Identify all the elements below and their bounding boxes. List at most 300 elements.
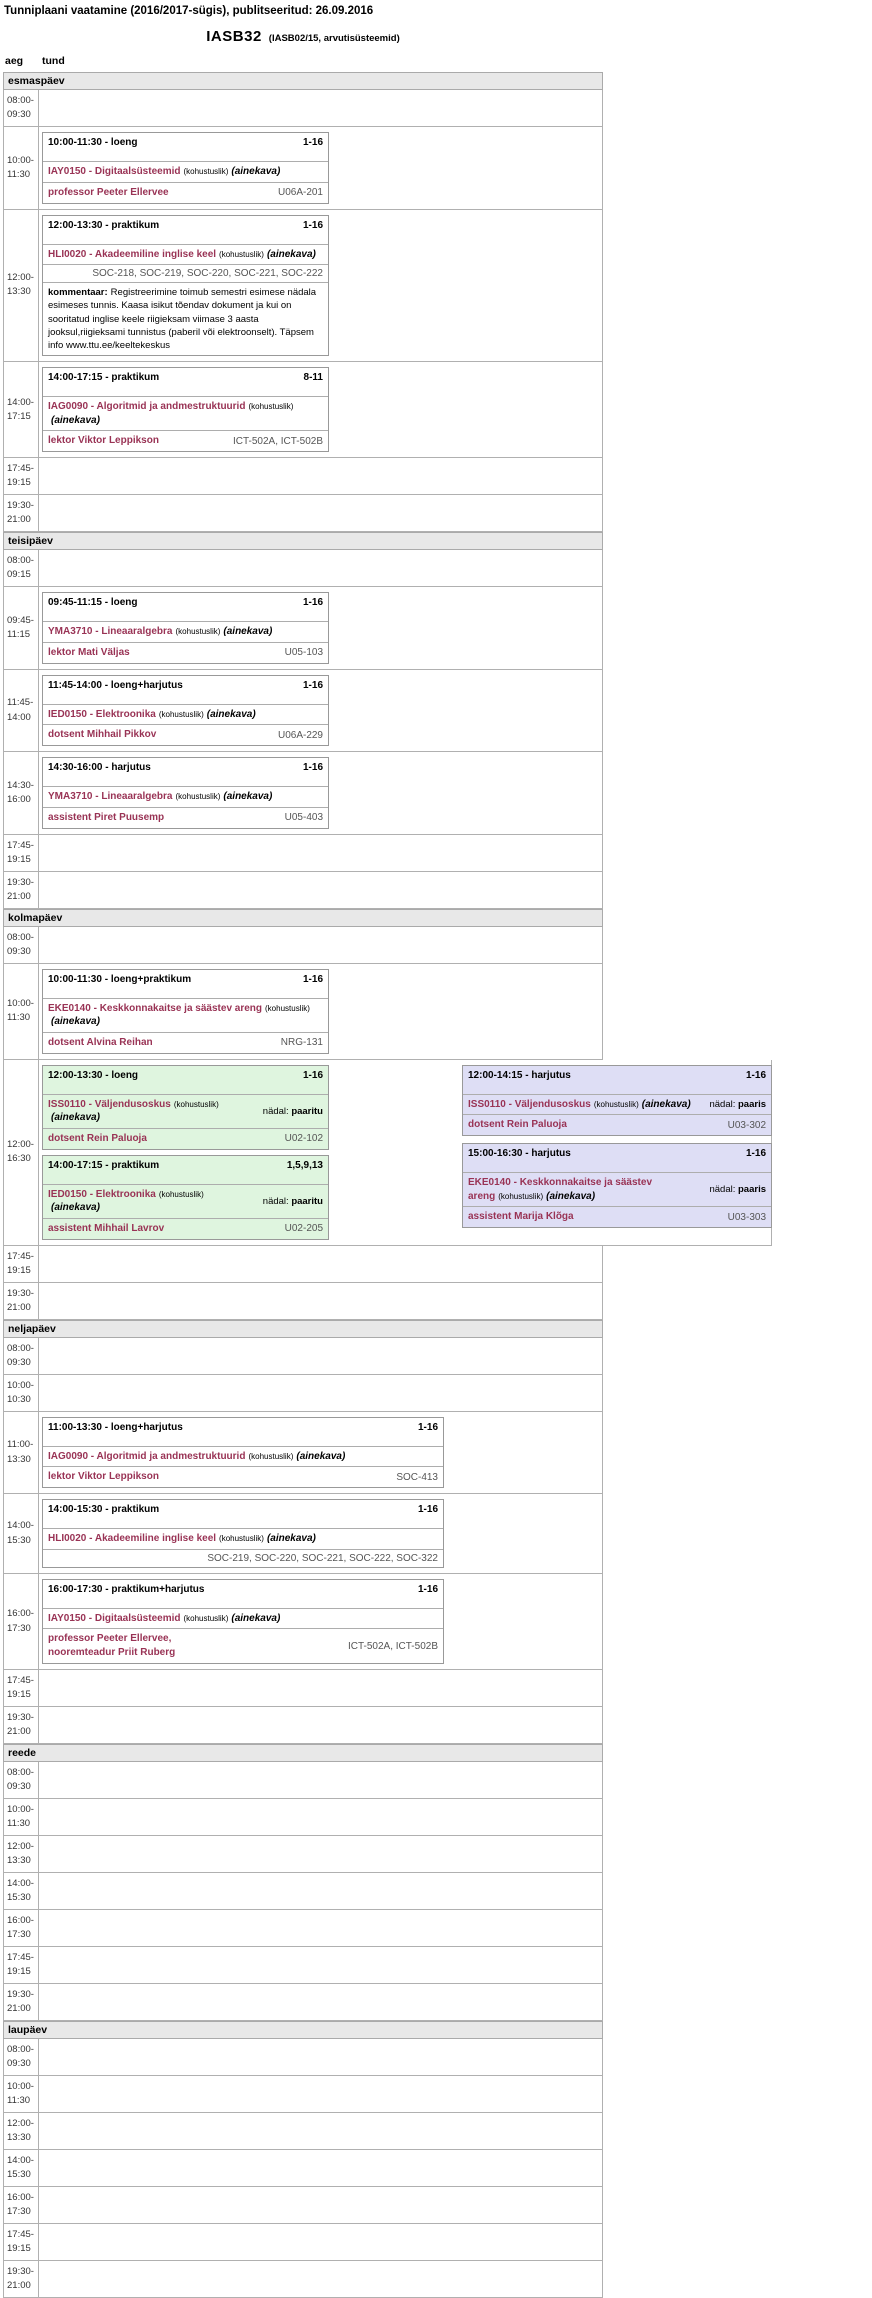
staff-info (48, 434, 159, 448)
mandatory-tag: (kohustuslik) (175, 792, 221, 802)
time-label: 17:15 (7, 410, 31, 422)
time-label: 17:30 (7, 1622, 31, 1634)
time-slot (4, 1836, 39, 1872)
timetable-row (3, 550, 603, 587)
event-header (43, 1066, 328, 1082)
week-parity-value: paaritu (291, 1105, 323, 1117)
time-label: 10:00- (7, 2081, 34, 2093)
event-header (43, 1500, 443, 1516)
time-label: 15:30 (7, 1534, 31, 1546)
time-label: 14:00- (7, 1520, 34, 1532)
lecturer-link[interactable]: assistent Piret Puusemp (48, 811, 165, 823)
staff-row (43, 807, 328, 828)
time-label: 09:15 (7, 569, 31, 581)
column-header-aeg: aeg (5, 55, 24, 67)
event-header (43, 1156, 328, 1172)
course-link[interactable]: HLI0020 - Akadeemiline inglise keel (48, 1533, 217, 1545)
timetable-row (3, 670, 603, 753)
time-label: 16:00- (7, 2192, 34, 2204)
lesson-cell (39, 1246, 602, 1282)
lesson-cell (39, 362, 602, 457)
event-spacer (43, 986, 328, 998)
course-row (43, 786, 328, 807)
time-label: 19:30- (7, 2266, 34, 2278)
timetable-row (3, 2261, 603, 2298)
lecturer-link[interactable]: dotsent Alvina Reihan (48, 1036, 153, 1048)
event-weeks: 1-16 (745, 1069, 766, 1081)
ainekava-link[interactable]: (ainekava) (546, 1190, 596, 1202)
staff-row (43, 642, 328, 663)
time-label: 21:00 (7, 2280, 31, 2292)
time-label: 19:30- (7, 500, 34, 512)
ainekava-link[interactable]: (ainekava) (231, 166, 281, 177)
mandatory-tag: (kohustuslik) (248, 1451, 294, 1461)
course-row (43, 396, 328, 430)
lesson-cell (39, 2076, 602, 2112)
course-link[interactable]: IED0150 - Elektroonika (48, 1188, 156, 1200)
time-label: 19:15 (7, 477, 31, 489)
event-card (42, 1417, 444, 1489)
time-slot (4, 127, 39, 209)
lesson-cell (39, 550, 602, 586)
ainekava-link[interactable]: (ainekava) (51, 1202, 100, 1214)
timetable-row (3, 2150, 603, 2187)
time-slot (4, 1910, 39, 1946)
time-label: 09:30 (7, 109, 31, 120)
course-link[interactable]: IED0150 - Elektroonika (48, 708, 156, 720)
time-slot (4, 927, 39, 963)
time-label: 21:00 (7, 2003, 31, 2015)
time-label: 11:30 (7, 1012, 31, 1024)
time-label: 12:00- (7, 272, 34, 284)
course-row (43, 1094, 328, 1128)
course-link[interactable]: YMA3710 - Lineaaralgebra (48, 791, 173, 803)
event-comment (43, 282, 328, 355)
ainekava-link[interactable]: (ainekava) (266, 1533, 316, 1545)
day-header: laupäev (3, 2021, 603, 2039)
room-label: ICT-502A, ICT-502B (232, 435, 323, 447)
mandatory-tag: (kohustuslik) (219, 249, 264, 259)
course-info (48, 1002, 323, 1029)
time-label: 15:30 (7, 2169, 31, 2181)
event-time-type: 16:00-17:30 - praktikum+harjutus (48, 1583, 205, 1595)
event-time-type: 14:00-15:30 - praktikum (48, 1504, 160, 1516)
mandatory-tag: (kohustuslik) (183, 167, 229, 176)
event-spacer (43, 232, 328, 244)
course-link[interactable]: IAG0090 - Algoritmid ja andmestruktuurid (48, 1450, 246, 1462)
event-header (43, 970, 328, 986)
ainekava-link[interactable]: (ainekava) (206, 708, 256, 720)
time-slot (4, 670, 39, 752)
course-link[interactable]: IAY0150 - Digitaalsüsteemid (48, 166, 181, 177)
time-slot (4, 1338, 39, 1374)
time-label: 16:00- (7, 1608, 34, 1620)
timetable-row (3, 1574, 603, 1671)
course-info (48, 400, 323, 427)
event-weeks: 1-16 (302, 137, 323, 148)
lesson-cell (39, 964, 602, 1059)
course-link[interactable]: IAY0150 - Digitaalsüsteemid (48, 1612, 181, 1624)
timetable-row (3, 1060, 772, 1246)
lesson-cell (39, 1060, 774, 1245)
lecturer-link[interactable]: assistent Marija Klõga (468, 1211, 574, 1223)
event-time-type: 15:00-16:30 - harjutus (468, 1148, 571, 1160)
staff-row (43, 1466, 443, 1487)
event-weeks: 1-16 (417, 1583, 438, 1595)
time-label: 11:00- (7, 1439, 34, 1451)
time-slot (4, 1947, 39, 1983)
week-column-white (42, 757, 602, 829)
course-row (43, 704, 328, 725)
time-slot (4, 752, 39, 834)
staff-info (48, 1132, 147, 1146)
room-label: U03-302 (727, 1119, 766, 1131)
course-link[interactable]: ISS0110 - Väljendusoskus (48, 1098, 171, 1110)
timetable-row (3, 1873, 603, 1910)
event-time-type: 11:00-13:30 - loeng+harjutus (48, 1421, 183, 1433)
lesson-cell (39, 2150, 602, 2186)
staff-info (48, 1632, 175, 1660)
column-headers (3, 55, 872, 72)
event-spacer (463, 1160, 771, 1172)
event-time-type: 14:00-17:15 - praktikum (48, 372, 160, 384)
timetable-row (3, 835, 603, 872)
staff-row (43, 1032, 328, 1053)
course-info (48, 1098, 253, 1125)
event-weeks: 1,5,9,13 (286, 1159, 323, 1171)
time-label: 10:00- (7, 1804, 34, 1816)
lesson-cell (39, 872, 602, 908)
ainekava-link[interactable]: (ainekava) (51, 1112, 100, 1124)
lesson-cell (39, 1947, 602, 1983)
timetable-row (3, 210, 603, 363)
timetable-row (3, 2076, 603, 2113)
week-column-white (42, 675, 602, 747)
time-label: 17:45- (7, 1952, 34, 1964)
event-header (43, 133, 328, 149)
event-card (42, 215, 329, 357)
timetable-row (3, 495, 603, 532)
lesson-cell (39, 1670, 602, 1706)
event-weeks: 1-16 (302, 762, 323, 774)
lecturer-link[interactable]: lektor Viktor Leppikson (48, 435, 159, 447)
staff-row (43, 430, 328, 451)
timetable-row (3, 1836, 603, 1873)
lesson-cell (39, 1283, 602, 1319)
time-slot (4, 90, 39, 126)
lesson-cell (39, 1910, 602, 1946)
time-slot (4, 495, 39, 531)
timetable-row (3, 1762, 603, 1799)
course-link[interactable]: HLI0020 - Akadeemiline inglise keel (48, 248, 217, 260)
event-spacer (43, 149, 328, 161)
event-header (43, 1580, 443, 1596)
lesson-cell (39, 1762, 602, 1798)
week-parity-label: nädal: (709, 1099, 736, 1111)
week-column-white (42, 215, 602, 357)
time-label: 19:15 (7, 1689, 31, 1701)
time-label: 15:30 (7, 1892, 31, 1904)
event-spacer (43, 774, 328, 786)
lecturer-link[interactable]: lektor Mati Väljas (48, 646, 130, 658)
timetable-body (3, 72, 872, 2298)
course-row (43, 161, 328, 182)
ainekava-link[interactable]: (ainekava) (641, 1098, 691, 1110)
event-weeks: 1-16 (417, 1421, 438, 1433)
time-label: 09:30 (7, 945, 31, 957)
course-row (43, 1184, 328, 1218)
rooms-list: SOC-219, SOC-220, SOC-221, SOC-222, SOC-322 (43, 1549, 443, 1567)
event-header (43, 216, 328, 232)
course-info (468, 1176, 699, 1203)
mandatory-tag: (kohustuslik) (219, 1534, 264, 1544)
lesson-cell (39, 210, 602, 362)
time-label: 08:00- (7, 2044, 34, 2056)
event-card (42, 675, 329, 747)
event-header (43, 758, 328, 774)
time-slot (4, 2150, 39, 2186)
time-label: 14:30- (7, 779, 34, 791)
staff-info (48, 186, 169, 200)
lecturer-link[interactable]: professor Peeter Ellervee, (48, 1633, 172, 1645)
page-header: Tunniplaani vaatamine (2016/2017-sügis), publitseeritud: 26.09.2016 (4, 5, 374, 17)
time-label: 17:45- (7, 463, 34, 475)
event-weeks: 1-16 (302, 679, 323, 691)
event-card (42, 1579, 444, 1665)
event-weeks: 1-16 (417, 1504, 438, 1516)
timetable-row (3, 2224, 603, 2261)
time-slot (4, 835, 39, 871)
lesson-cell (39, 127, 602, 209)
timetable-row (3, 362, 603, 458)
time-slot (4, 1762, 39, 1798)
time-label: 10:00- (7, 998, 34, 1010)
event-header (43, 593, 328, 609)
ainekava-link[interactable]: (ainekava) (266, 248, 316, 260)
course-row (463, 1172, 771, 1206)
course-info (48, 1532, 316, 1546)
time-label: 13:30 (7, 1453, 31, 1465)
ainekava-link[interactable]: (ainekava) (51, 414, 100, 426)
time-label: 11:30 (7, 168, 31, 180)
week-column-white (42, 969, 602, 1054)
time-label: 14:00- (7, 396, 34, 408)
event-time-type: 11:45-14:00 - loeng+harjutus (48, 679, 183, 691)
staff-info (48, 1036, 153, 1050)
time-label: 19:15 (7, 853, 31, 865)
lesson-cell (39, 2261, 602, 2297)
event-spacer (43, 1082, 328, 1094)
course-link[interactable]: YMA3710 - Lineaaralgebra (48, 626, 173, 638)
time-label: 08:00- (7, 1342, 34, 1354)
course-info (48, 248, 316, 262)
timetable-row (3, 1375, 603, 1412)
time-label: 09:30 (7, 1781, 31, 1793)
timetable-row (3, 927, 603, 964)
lecturer-link[interactable]: assistent Mihhail Lavrov (48, 1222, 165, 1234)
comment-label: kommentaar: (48, 287, 108, 298)
time-slot (4, 872, 39, 908)
room-label: NRG-131 (280, 1037, 323, 1049)
staff-row (43, 724, 328, 745)
time-label: 09:30 (7, 2058, 31, 2070)
staff-row (43, 1628, 443, 1663)
time-slot (4, 2113, 39, 2149)
time-label: 08:00- (7, 931, 34, 943)
timetable-row (3, 1799, 603, 1836)
time-label: 17:45- (7, 1675, 34, 1687)
lesson-cell (39, 1574, 602, 1670)
lesson-cell (39, 587, 602, 669)
course-info (48, 165, 280, 179)
time-label: 17:45- (7, 839, 34, 851)
event-weeks: 1-16 (302, 973, 323, 985)
event-spacer (43, 609, 328, 621)
lesson-cell (39, 458, 602, 494)
event-spacer (43, 384, 328, 396)
timetable-row (3, 458, 603, 495)
timetable-row (3, 1707, 603, 1744)
lecturer-link[interactable]: nooremteadur Priit Ruberg (48, 1647, 176, 1659)
time-slot (4, 2261, 39, 2297)
room-label: U05-403 (284, 812, 323, 824)
event-spacer (463, 1082, 771, 1094)
lesson-cell (39, 835, 602, 871)
mandatory-tag: (kohustuslik) (158, 709, 204, 719)
course-link[interactable]: EKE0140 - Keskkonnakaitse ja säästev areng (468, 1177, 652, 1202)
ainekava-link[interactable]: (ainekava) (51, 1016, 100, 1028)
event-spacer (43, 1516, 443, 1528)
course-link[interactable]: IAG0090 - Algoritmid ja andmestruktuurid (48, 401, 246, 413)
time-label: 21:00 (7, 1726, 31, 1738)
lesson-cell (39, 1412, 602, 1494)
timetable-row (3, 752, 603, 835)
event-header (43, 368, 328, 384)
week-parity-value: paaris (738, 1184, 766, 1196)
staff-row (43, 1218, 328, 1239)
ainekava-link[interactable]: (ainekava) (223, 626, 273, 638)
course-link[interactable]: EKE0140 - Keskkonnakaitse ja säästev areng (48, 1002, 263, 1014)
lesson-cell (39, 670, 602, 752)
week-parity-note (253, 1106, 323, 1117)
time-label: 12:00- (7, 1841, 34, 1853)
course-info (48, 790, 272, 804)
time-label: 17:45- (7, 1250, 34, 1262)
lecturer-link[interactable]: dotsent Rein Paluoja (48, 1132, 147, 1144)
time-slot (4, 1283, 39, 1319)
time-slot (4, 550, 39, 586)
event-card (42, 592, 329, 664)
timetable-row (3, 872, 603, 909)
staff-info (48, 1470, 159, 1484)
event-spacer (43, 1596, 443, 1608)
lesson-cell (39, 752, 602, 834)
mandatory-tag: (kohustuslik) (183, 1613, 229, 1623)
group-title: IASB32 (206, 28, 262, 45)
time-slot (4, 362, 39, 457)
room-label: U03-303 (727, 1211, 766, 1223)
event-time-type: 10:00-11:30 - loeng+praktikum (48, 973, 192, 985)
event-weeks: 1-16 (745, 1148, 766, 1160)
time-label: 08:00- (7, 555, 34, 567)
ainekava-link[interactable]: (ainekava) (231, 1612, 281, 1624)
staff-row (463, 1206, 771, 1227)
staff-row (463, 1114, 771, 1135)
event-card (42, 1499, 444, 1568)
time-label: 11:15 (7, 629, 31, 641)
timetable-row (3, 1412, 603, 1495)
time-label: 10:00- (7, 1379, 34, 1391)
lecturer-link[interactable]: professor Peeter Ellervee (48, 186, 169, 198)
week-parity-label: nädal: (262, 1105, 289, 1117)
time-label: 08:00- (7, 1767, 34, 1779)
room-label: U05-103 (284, 647, 323, 659)
event-card (42, 1155, 329, 1240)
time-slot (4, 1060, 39, 1245)
staff-info (48, 728, 156, 742)
lecturer-link[interactable]: dotsent Mihhail Pikkov (48, 729, 157, 741)
ainekava-link[interactable]: (ainekava) (296, 1450, 346, 1462)
mandatory-tag: (kohustuslik) (593, 1099, 639, 1109)
lesson-cell (39, 1873, 602, 1909)
timetable-row (3, 964, 603, 1060)
course-info (48, 1612, 280, 1626)
timetable-row (3, 127, 603, 210)
time-slot (4, 2187, 39, 2223)
lesson-cell (39, 90, 602, 126)
time-label: 09:45- (7, 614, 34, 626)
event-spacer (43, 1434, 443, 1446)
ainekava-link[interactable]: (ainekava) (223, 791, 273, 803)
room-label: SOC-413 (396, 1471, 438, 1483)
time-label: 11:30 (7, 1818, 31, 1830)
time-label: 14:00 (7, 711, 31, 723)
week-column-white (42, 367, 602, 452)
staff-info (48, 646, 130, 660)
time-label: 16:00- (7, 1915, 34, 1927)
time-label: 10:00- (7, 154, 34, 166)
event-header (463, 1144, 771, 1160)
room-label: U06A-229 (277, 729, 323, 741)
lesson-cell (39, 1494, 602, 1573)
lesson-cell (39, 2039, 602, 2075)
timetable-row (3, 2039, 603, 2076)
mandatory-tag: (kohustuslik) (175, 627, 221, 637)
time-slot (4, 1984, 39, 2020)
day-header: teisipäev (3, 532, 603, 550)
time-label: 13:30 (7, 1855, 31, 1867)
timetable-row (3, 1494, 603, 1574)
time-slot (4, 1574, 39, 1670)
time-label: 19:15 (7, 2243, 31, 2255)
course-link[interactable]: ISS0110 - Väljendusoskus (468, 1098, 591, 1110)
time-slot (4, 210, 39, 362)
event-header (43, 676, 328, 692)
lecturer-link[interactable]: dotsent Rein Paluoja (468, 1119, 567, 1131)
time-label: 19:30- (7, 876, 34, 888)
event-card (42, 132, 329, 204)
time-label: 17:45- (7, 2229, 34, 2241)
time-label: 14:00- (7, 1878, 34, 1890)
course-row (43, 621, 328, 642)
lesson-cell (39, 1799, 602, 1835)
week-column-purple (462, 1065, 774, 1236)
time-label: 21:00 (7, 514, 31, 526)
week-column-white (42, 1417, 602, 1489)
staff-row (43, 1128, 328, 1149)
lesson-cell (39, 2113, 602, 2149)
lecturer-link[interactable]: lektor Viktor Leppikson (48, 1471, 159, 1483)
